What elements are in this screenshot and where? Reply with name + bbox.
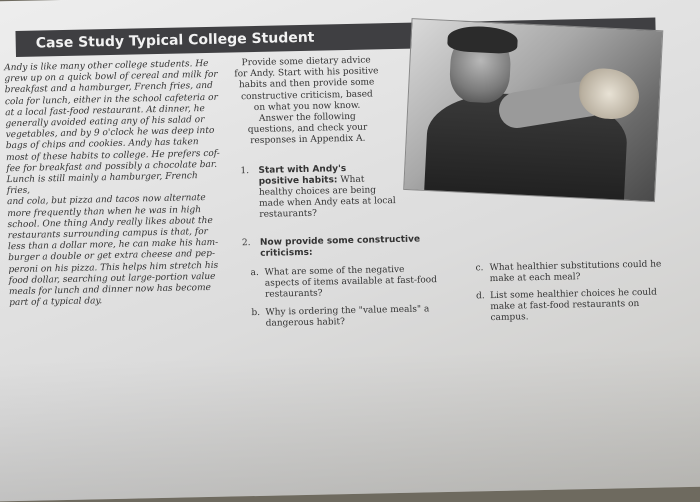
question-title-line: positive habits:	[258, 175, 338, 187]
subquestion-text: make at each meal?	[489, 272, 581, 285]
subquestion-letter: b.	[251, 307, 261, 319]
text-line: most of these habits to college. He prefers cof-	[6, 148, 220, 163]
text-line: cola for lunch, either in the school cafeteria or	[4, 92, 218, 107]
text-line: constructive criticism, based	[240, 89, 373, 102]
text-line: less than a dollar more, he can make his ham-	[7, 238, 219, 253]
text-line: peroni on his pizza. This helps him stretch his	[8, 260, 219, 275]
question-number: 2.	[241, 238, 251, 249]
page-shadow	[0, 346, 700, 501]
question-2	[241, 234, 442, 259]
text-line: food dollar, searching out large-portion value	[8, 271, 216, 287]
question-title-line: criticisms:	[260, 247, 313, 259]
question-content	[258, 163, 396, 221]
instructions-text	[226, 55, 388, 148]
subquestion-c	[475, 259, 665, 285]
text-line: at a local fast-food restaurant. At dinner, he	[5, 103, 205, 119]
subquestion-letter: d.	[476, 291, 485, 302]
subquestion-content	[265, 304, 429, 329]
question-text: What	[340, 174, 365, 186]
subquestion-text: What are some of the negative	[264, 264, 405, 278]
case-study-text	[4, 59, 224, 310]
text-line: generally avoided eating any of his salad or	[5, 115, 205, 130]
subquestion-content	[490, 288, 657, 324]
section-title: Case Study Typical College Student	[35, 29, 315, 52]
subquestion-text: aspects of items available at fast-food	[264, 275, 438, 289]
text-line: meals for lunch and dinner now has become	[8, 282, 211, 298]
subquestion-text: dangerous habit?	[265, 317, 346, 329]
text-line: grew up on a quick bowl of cereal and milk for	[4, 69, 218, 85]
subquestion-text: campus.	[490, 312, 529, 324]
text-line: vegetables, and by 9 o'clock he was deep into	[5, 126, 215, 141]
text-line: questions, and check your	[247, 122, 368, 136]
subquestion-text: make at fast-food restaurants on	[490, 298, 640, 313]
subquestion-text: What healthier substitutions could he	[489, 259, 662, 274]
subquestion-text: restaurants?	[264, 288, 323, 300]
question-number: 1.	[240, 166, 250, 177]
text-line: on what you now know.	[253, 100, 361, 113]
photo-hair	[447, 25, 518, 54]
text-line: and cola, but pizza and tacos now alternate	[6, 193, 206, 208]
subquestion-letter: c.	[475, 263, 484, 274]
question-text: healthy choices are being	[258, 185, 377, 198]
text-line: for Andy. Start with his positive	[234, 66, 379, 80]
subquestion-a	[250, 264, 450, 300]
text-line: bags of chips and cookies. Andy has taken	[5, 137, 199, 152]
question-title-line: Start with Andy's	[258, 164, 347, 176]
subquestion-text: List some healthier choices he could	[490, 287, 657, 302]
question-text: made when Andy eats at local	[259, 196, 396, 209]
question-1	[240, 163, 420, 220]
student-photo	[403, 18, 663, 202]
question-text: restaurants?	[259, 208, 318, 220]
question-content	[260, 235, 421, 260]
subquestion-content	[264, 264, 437, 301]
text-line: Answer the following	[258, 111, 356, 124]
text-line: Lunch is still mainly a hamburger, French fries,	[6, 171, 198, 197]
subquestion-content	[489, 259, 661, 285]
section-header	[15, 22, 435, 57]
question-title-line: Now provide some constructive	[259, 234, 421, 248]
subquestion-d	[476, 287, 666, 324]
text-line: part of a typical day.	[9, 296, 103, 309]
text-line: restaurants surrounding campus is that, for	[7, 227, 209, 242]
text-line: habits and then provide some	[238, 77, 375, 91]
text-line: school. One thing Andy really likes about the	[7, 215, 213, 231]
subquestion-letter: a.	[250, 267, 259, 279]
subquestion-b	[251, 304, 451, 329]
text-line: Provide some dietary advice	[241, 55, 371, 69]
text-line: responses in Appendix A.	[250, 134, 366, 147]
subquestion-text: Why is ordering the "value meals" a	[265, 304, 430, 318]
text-line: burger a double or get extra cheese and pep-	[8, 249, 216, 264]
text-line: Andy is like many other college students. He	[4, 58, 209, 74]
text-line: breakfast and a hamburger, French fries, and	[4, 81, 213, 96]
text-line: more frequently than when he was in high	[7, 204, 202, 219]
text-line: fee for breakfast and possibly a chocolate bar.	[6, 159, 218, 175]
